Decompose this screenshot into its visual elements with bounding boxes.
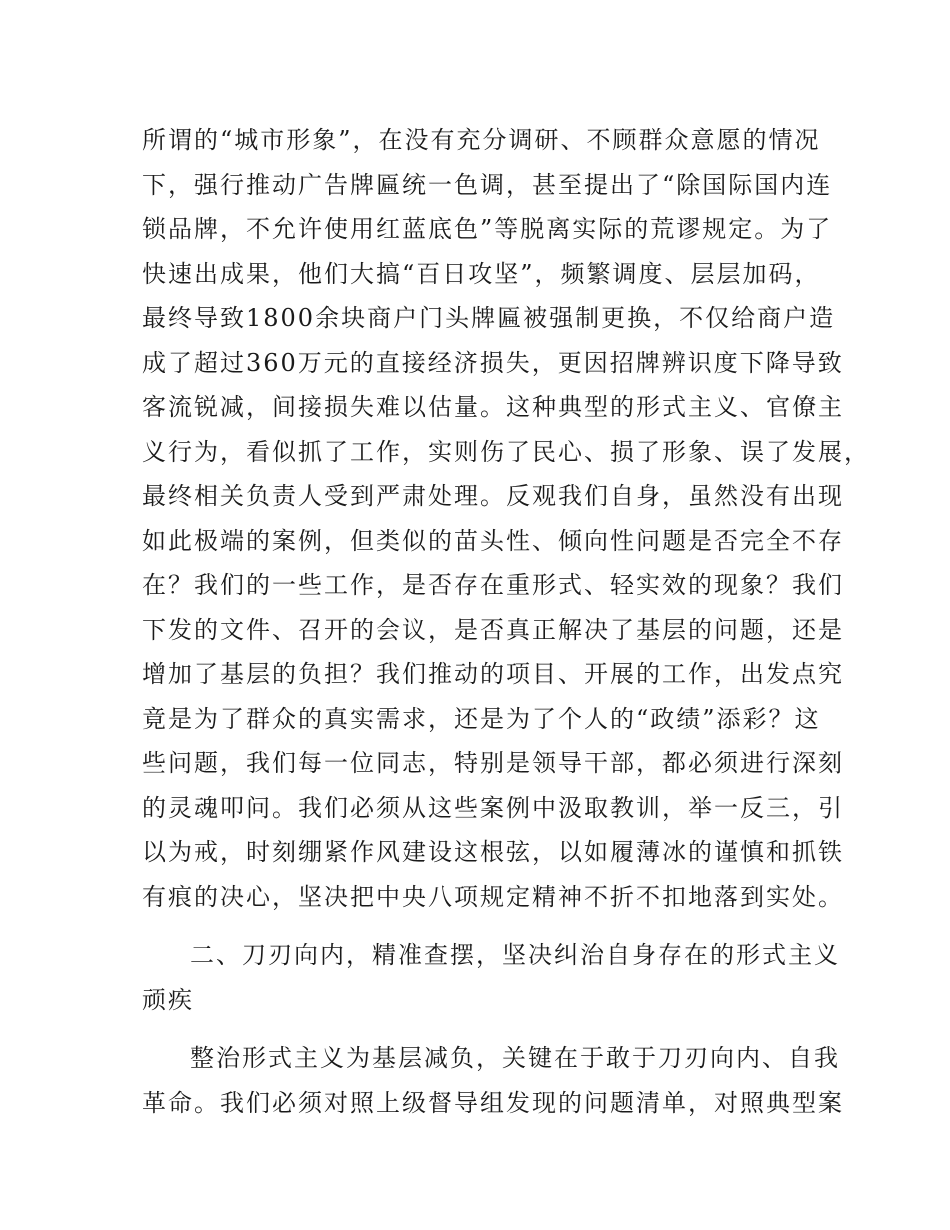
text-line: 客流锐减，间接损失难以估量。这种典型的形式主义、官僚主 xyxy=(142,393,844,421)
text-line: 义行为，看似抓了工作，实则伤了民心、损了形象、误了发展， xyxy=(142,437,870,466)
text-line: 竟是为了群众的真实需求，还是为了个人的“政绩”添彩？这 xyxy=(142,704,821,733)
paragraph-self-reform xyxy=(142,1036,844,1125)
section-heading-2 xyxy=(142,933,840,1022)
text-line: 如此极端的案例，但类似的苗头性、倾向性问题是否完全不存 xyxy=(142,526,844,555)
text-line: 成了超过360万元的直接经济损失，更因招牌辨识度下降导致 xyxy=(142,348,844,377)
text-line: 下发的文件、召开的会议，是否真正解决了基层的问题，还是 xyxy=(142,615,844,644)
text-line: 所谓的“城市形象”，在没有充分调研、不顾群众意愿的情况 xyxy=(142,126,821,154)
document-body xyxy=(142,118,870,1125)
text-line: 下，强行推动广告牌匾统一色调，甚至提出了“除国际国内连 xyxy=(142,170,833,199)
text-line: 快速出成果，他们大搞“百日攻坚”，频繁调度、层层加码， xyxy=(142,259,821,288)
text-line: 在？我们的一些工作，是否存在重形式、轻实效的现象？我们 xyxy=(142,571,844,599)
text-line: 锁品牌，不允许使用红蓝底色”等脱离实际的荒谬规定。为了 xyxy=(142,215,833,243)
heading-line: 顽疾 xyxy=(142,985,194,1014)
text-line: 些问题，我们每一位同志，特别是领导干部，都必须进行深刻 xyxy=(142,749,844,777)
text-line: 有痕的决心，坚决把中央八项规定精神不折不扣地落到实处。 xyxy=(142,882,844,911)
text-line: 的灵魂叩问。我们必须从这些案例中汲取教训，举一反三，引 xyxy=(142,793,844,822)
paragraph-case-analysis xyxy=(142,118,870,919)
heading-line: 二、刀刃向内，精准查摆，坚决纠治自身存在的形式主义 xyxy=(190,941,840,969)
text-line: 最终相关负责人受到严肃处理。反观我们自身，虽然没有出现 xyxy=(142,482,844,510)
text-line: 整治形式主义为基层减负，关键在于敢于刀刃向内、自我 xyxy=(190,1044,840,1072)
text-line: 以为戒，时刻绷紧作风建设这根弦，以如履薄冰的谨慎和抓铁 xyxy=(142,838,844,866)
text-line: 革命。我们必须对照上级督导组发现的问题清单，对照典型案 xyxy=(142,1088,844,1117)
text-line: 最终导致1800余块商户门头牌匾被强制更换，不仅给商户造 xyxy=(142,304,836,332)
text-line: 增加了基层的负担？我们推动的项目、开展的工作，出发点究 xyxy=(142,660,844,688)
